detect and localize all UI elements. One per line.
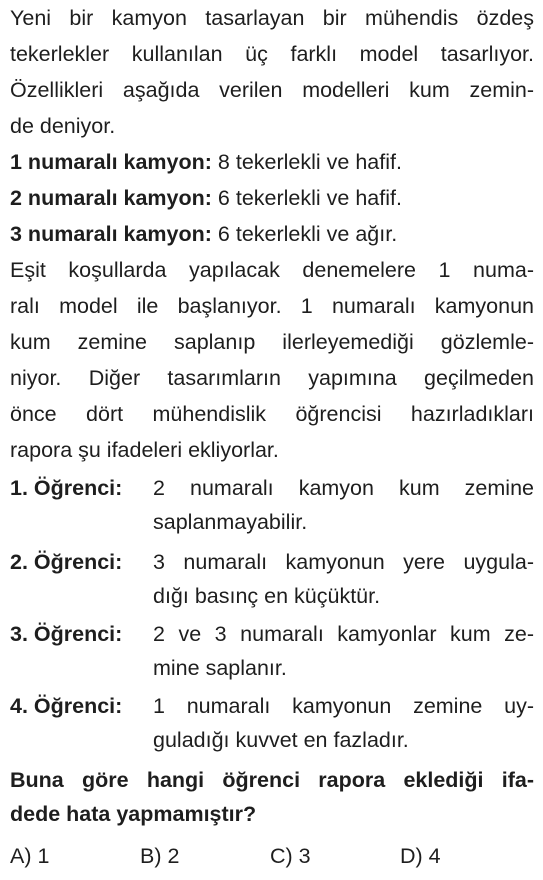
student-1-statement: 2 numaralı kamyon kum zemine <box>153 476 534 500</box>
intro-line: Özellikleri aşağıda verilen modelleri kum zemin- <box>10 78 534 102</box>
option-b[interactable]: B) 2 <box>140 844 180 868</box>
student-2-statement-cont: dığı basınç en küçüktür. <box>153 584 381 608</box>
truck-1 <box>10 148 402 176</box>
student-2-label: 2. Öğrenci: <box>10 550 123 574</box>
truck-description: 8 tekerlekli ve hafif. <box>211 150 402 174</box>
option-d[interactable]: D) 4 <box>400 844 441 868</box>
option-a[interactable]: A) 1 <box>10 844 50 868</box>
experiment-line: önce dört mühendislik öğrencisi hazırladıkları <box>10 402 534 426</box>
truck-description: 6 tekerlekli ve ağır. <box>211 222 398 246</box>
experiment-line: ralı model ile başlanıyor. 1 numaralı kamyonun <box>10 294 534 318</box>
experiment-line: Eşit koşullarda yapılacak denemelere 1 numa- <box>10 258 534 282</box>
option-c[interactable]: C) 3 <box>270 844 311 868</box>
truck-label: 2 numaralı kamyon: <box>10 186 212 210</box>
question-text: dede hata yapmamıştır? <box>10 802 257 826</box>
student-3-statement-cont: mine saplanır. <box>153 656 287 680</box>
truck-label: 3 numaralı kamyon: <box>10 222 212 246</box>
intro-line: tekerlekler kullanılan üç farklı model tasarlıyor. <box>10 42 534 66</box>
student-4-label: 4. Öğrenci: <box>10 694 123 718</box>
experiment-line: rapora şu ifadeleri ekliyorlar. <box>10 438 279 462</box>
experiment-line: kum zemine saplanıp ilerleyemediği gözlemle- <box>10 330 534 354</box>
student-4-statement-cont: guladığı kuvvet en fazladır. <box>153 728 409 752</box>
student-1-label: 1. Öğrenci: <box>10 476 123 500</box>
student-3-label: 3. Öğrenci: <box>10 622 123 646</box>
student-3-statement: 2 ve 3 numaralı kamyonlar kum ze- <box>153 622 534 646</box>
question-text: Buna göre hangi öğrenci rapora eklediği ifa- <box>10 768 534 792</box>
truck-2 <box>10 184 402 212</box>
truck-3 <box>10 220 397 248</box>
intro-line: Yeni bir kamyon tasarlayan bir mühendis özdeş <box>10 6 534 30</box>
student-4-statement: 1 numaralı kamyonun zemine uy- <box>153 694 534 718</box>
truck-label: 1 numaralı kamyon: <box>10 150 212 174</box>
truck-description: 6 tekerlekli ve hafif. <box>211 186 402 210</box>
experiment-line: niyor. Diğer tasarımların yapımına geçilmeden <box>10 366 534 390</box>
student-1-statement-cont: saplanmayabilir. <box>153 510 308 534</box>
student-2-statement: 3 numaralı kamyonun yere uygula- <box>153 550 534 574</box>
intro-line: de deniyor. <box>10 114 116 138</box>
